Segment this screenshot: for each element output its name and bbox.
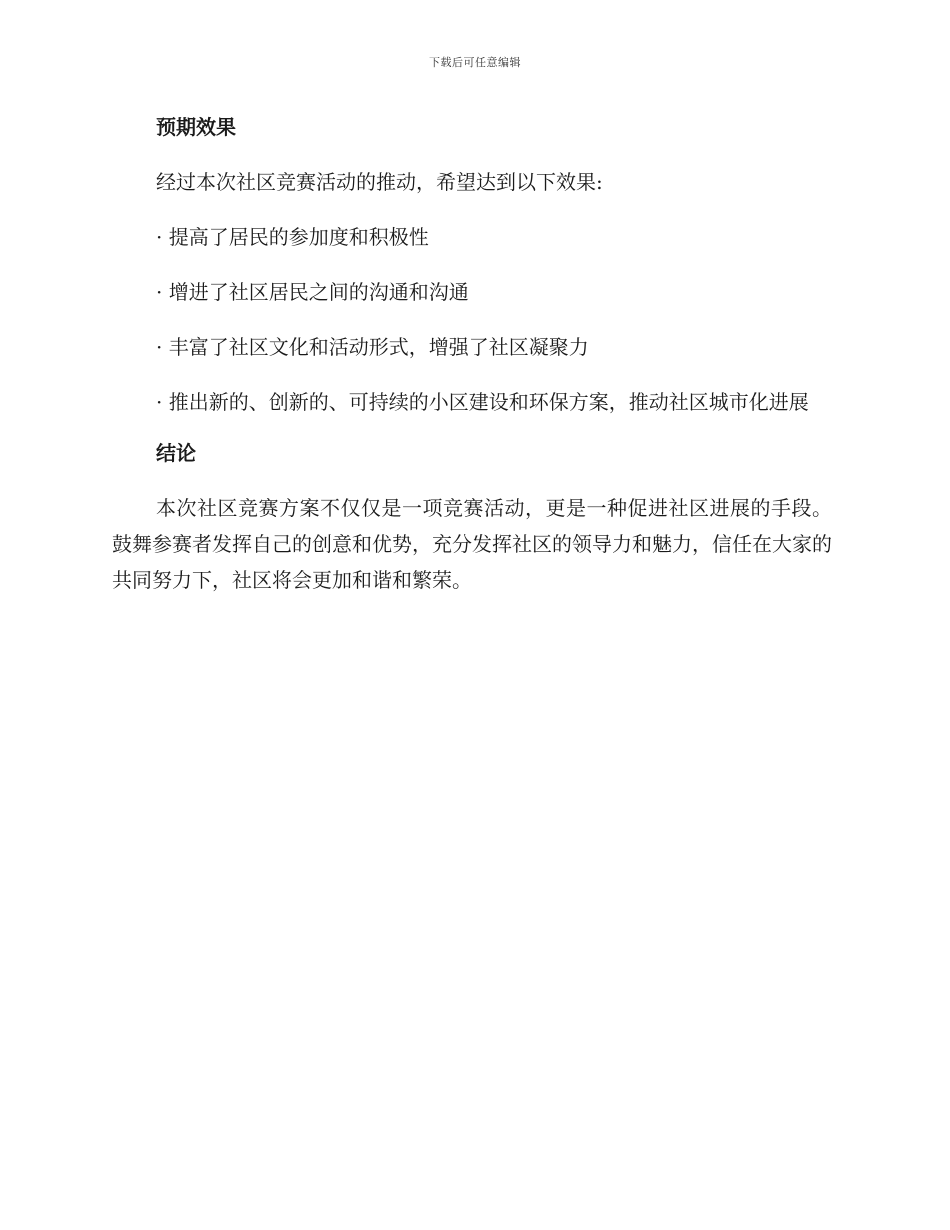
expected-bullet-2: · 增进了社区居民之间的沟通和沟通 [156,280,469,304]
expected-intro-paragraph: 经过本次社区竞赛活动的推动，希望达到以下效果: [156,170,603,194]
document-body [112,112,832,598]
expected-bullet-4: · 推出新的、创新的、可持续的小区建设和环保方案，推动社区城市化进展 [156,390,809,414]
page-header-note: 下载后可任意编辑 [429,56,521,69]
section-heading-conclusion: 结论 [156,441,196,465]
expected-bullet-3: · 丰富了社区文化和活动形式，增强了社区凝聚力 [156,335,589,359]
section-heading-expected: 预期效果 [156,115,236,139]
conclusion-paragraph: 本次社区竞赛方案不仅仅是一项竞赛活动，更是一种促进社区进展的手段。鼓舞参赛者发挥自己的创意和优势，充分发挥社区的领导力和魅力，信任在大家的共同努力下，社区将会更加和谐和繁荣。 [112,496,832,592]
expected-bullet-1: · 提高了居民的参加度和积极性 [156,225,429,249]
